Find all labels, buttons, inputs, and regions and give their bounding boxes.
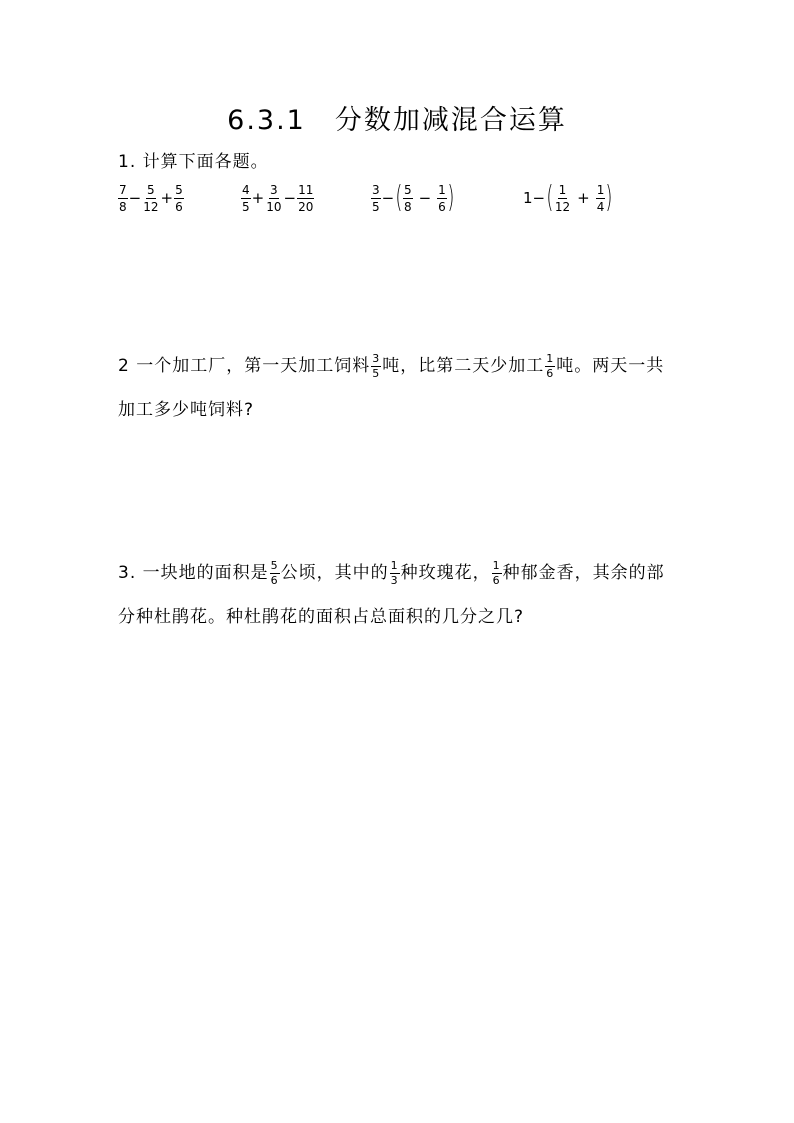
fraction: $\frac{1}{6}$ xyxy=(438,182,446,214)
question-3 xyxy=(118,551,680,639)
page-title: 6.3.1 分数加减混合运算 xyxy=(227,105,567,136)
fraction: $\frac{5}{6}$ xyxy=(270,558,279,587)
fraction: $\frac{1}{4}$ xyxy=(596,182,605,214)
fraction: $\frac{5}{6}$ xyxy=(175,182,183,214)
operator: 1− xyxy=(523,189,546,207)
question-text: 吨，比第二天少加工 xyxy=(382,356,545,376)
fraction: $\frac{1}{6}$ xyxy=(546,351,555,380)
fraction: $\frac{3}{5}$ xyxy=(372,182,380,214)
fraction: $\frac{1}{12}$ xyxy=(554,182,571,214)
operator: + xyxy=(577,189,590,207)
right-paren: ) xyxy=(447,180,455,215)
operator: − xyxy=(128,189,142,207)
question-text: 种郁金香，其余的部分种杜鹃花。种杜鹃花的面积占总面积的几分之几? xyxy=(118,563,665,627)
fraction: $\frac{3}{5}$ xyxy=(372,351,381,380)
operator: − xyxy=(381,189,395,207)
question-text: 3. 一块地的面积是 xyxy=(118,563,269,583)
expression-3 xyxy=(371,178,455,218)
expression-1 xyxy=(118,178,184,218)
operator: + xyxy=(251,189,265,207)
question-text: 吨。两天一共加工多少吨饲料? xyxy=(118,356,665,420)
question-text: 2 一个加工厂，第一天加工饲料 xyxy=(118,356,371,376)
fraction: $\frac{1}{6}$ xyxy=(492,558,501,587)
fraction: $\frac{5}{8}$ xyxy=(403,182,412,214)
operator: + xyxy=(160,189,174,207)
fraction: $\frac{3}{10}$ xyxy=(266,182,282,214)
right-paren: ) xyxy=(605,180,613,215)
expression-2 xyxy=(241,178,314,218)
question-text: 公顷，其中的 xyxy=(280,563,389,583)
left-paren: ( xyxy=(546,180,554,215)
fraction: $\frac{1}{3}$ xyxy=(390,558,399,587)
fraction: $\frac{11}{20}$ xyxy=(298,182,314,214)
fraction: $\frac{5}{12}$ xyxy=(143,182,159,214)
left-paren: ( xyxy=(395,180,403,215)
fraction: $\frac{4}{5}$ xyxy=(242,182,250,214)
operator: − xyxy=(418,189,432,207)
question-1-heading: 1. 计算下面各题。 xyxy=(118,152,269,172)
question-text: 种玫瑰花， xyxy=(400,563,491,583)
fraction: $\frac{7}{8}$ xyxy=(119,182,127,214)
expression-4 xyxy=(522,178,613,218)
question-2 xyxy=(118,344,680,432)
operator: − xyxy=(283,189,297,207)
